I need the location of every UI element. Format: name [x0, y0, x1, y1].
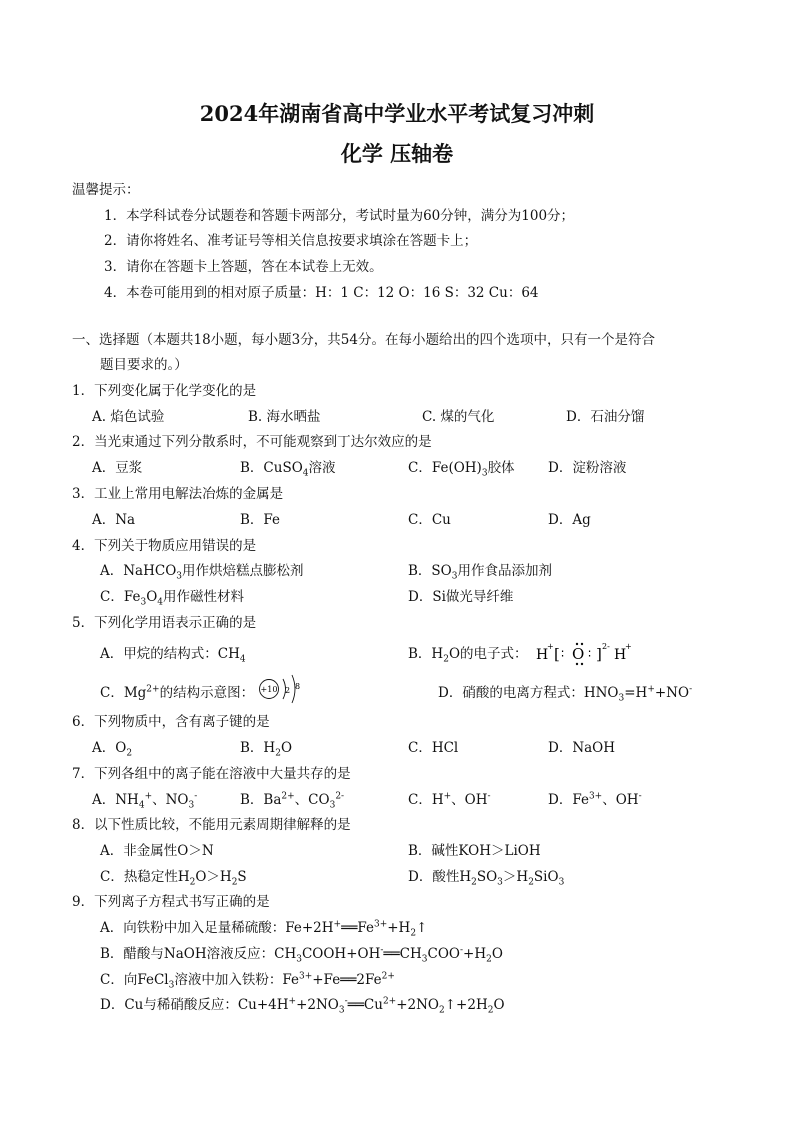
- q8-option-a: A．非金属性O＞N: [100, 843, 214, 859]
- formula-dots-right: ∶: [588, 647, 592, 661]
- q1-option-d: D．石油分馏: [566, 409, 645, 425]
- section-heading-cont: 题目要求的。）: [100, 357, 188, 373]
- question-9-stem: 9．下列离子方程式书写正确的是: [72, 894, 270, 910]
- nucleus-charge: +10: [260, 685, 278, 694]
- q5-option-b: B．$H_2O$的电子式：: [408, 646, 528, 665]
- tip-2: 2．请你将姓名、准考证号等相关信息按要求填涂在答题卡上；: [104, 233, 478, 249]
- formula-plus-right: +: [625, 642, 632, 651]
- question-2-stem: 2．当光束通过下列分散系时，不可能观察到丁达尔效应的是: [72, 434, 432, 450]
- question-7-stem: 7．下列各组中的离子能在溶液中大量共存的是: [72, 766, 351, 782]
- q1-option-c: C. 煤的气化: [422, 409, 495, 425]
- formula-bracket-right: ]: [596, 645, 602, 663]
- q6-option-a: A．$O_2$: [92, 740, 133, 759]
- q9-option-d: D．Cu与稀硝酸反应：$Cu+4H^++2NO_3^-══Cu^{2+}+2NO_2↑+2H_2O$: [100, 996, 505, 1016]
- q7-option-d: D．$Fe^{3+}$、OH-: [548, 791, 642, 808]
- section-heading: 一、选择题（本题共18小题，每小题3分，共54分。在每小题给出的四个选项中，只有一个是符合: [72, 332, 655, 348]
- q5-option-a: A．甲烷的结构式：$CH_4$: [100, 646, 246, 665]
- q4-option-a: A．NaHCO$_3$用作烘焙糕点膨松剂: [100, 563, 304, 582]
- formula-oxygen: O: [572, 645, 585, 663]
- shell-2-count: 8: [295, 682, 301, 691]
- q6-option-c: C．HCl: [408, 740, 459, 756]
- q8-option-d: D．酸性$H_2SO_3>H_2SiO_3$: [408, 869, 565, 888]
- q3-option-c: C．Cu: [408, 512, 451, 528]
- tip-1: 1．本学科试卷分试题卷和答题卡两部分，考试时量为60分钟，满分为100分；: [104, 208, 575, 224]
- tip-4: 4．本卷可能用到的相对原子质量：H：1 C：12 O：16 S：32 Cu：64: [104, 285, 539, 301]
- q5-option-c: C．$Mg^{2+}$的结构示意图：: [100, 684, 255, 701]
- question-4-stem: 4．下列关于物质应用错误的是: [72, 538, 257, 554]
- mg-ion-structure-diagram: [256, 670, 304, 706]
- question-6-stem: 6．下列物质中，含有离子键的是: [72, 714, 270, 730]
- tips-heading: 温馨提示：: [72, 182, 140, 198]
- q4-option-b: B．$SO_3$用作食品添加剂: [408, 563, 552, 582]
- q4-option-c: C．$Fe_3O_4$用作磁性材料: [100, 589, 244, 608]
- q3-option-d: D．Ag: [548, 512, 591, 528]
- q2-option-c: C．$Fe(OH)_3$胶体: [408, 460, 515, 479]
- formula-bracket-left: [: [554, 645, 560, 663]
- q3-option-a: A．Na: [92, 512, 136, 528]
- question-5-stem: 5．下列化学用语表示正确的是: [72, 615, 257, 631]
- q7-option-c: C．H+、OH-: [408, 791, 491, 808]
- q4-option-d: D．Si做光导纤维: [408, 589, 514, 605]
- q9-option-c: C．向FeCl$_3$溶液中加入铁粉：$Fe^{3+}+Fe══2Fe^{2+}$: [100, 971, 395, 991]
- q5-option-d: D．硝酸的电离方程式：$HNO_3=H^++NO^-$: [438, 684, 693, 704]
- formula-dots-left: ∶: [561, 647, 565, 661]
- q2-option-b: B．CuSO$_4$溶液: [240, 460, 336, 479]
- q8-option-b: B．碱性KOH＞LiOH: [408, 843, 541, 859]
- q7-option-a: A．$NH_4^+$、$NO_3^-$: [92, 791, 198, 811]
- water-electron-formula: [534, 637, 644, 669]
- question-1-stem: 1．下列变化属于化学变化的是: [72, 383, 257, 399]
- exam-subtitle: 化学 压轴卷: [340, 141, 454, 166]
- q9-option-b: B．醋酸与NaOH溶液反应：$CH_3COOH+OH^-══CH_3COO^-+H_2O$: [100, 945, 503, 965]
- q3-option-b: B．Fe: [240, 512, 281, 528]
- question-3-stem: 3．工业上常用电解法冶炼的金属是: [72, 486, 284, 502]
- q8-option-c: C．热稳定性$H_2O>H_2S$: [100, 869, 247, 888]
- question-8-stem: 8．以下性质比较，不能用元素周期律解释的是: [72, 817, 351, 833]
- exam-title: 2024年湖南省高中学业水平考试复习冲刺: [199, 101, 595, 126]
- q9-option-a: A．向铁粉中加入足量稀硫酸：$Fe+2H^+══Fe^{3+}+H_2↑$: [100, 919, 428, 939]
- formula-plus-left: +: [547, 642, 554, 651]
- q6-option-d: D．NaOH: [548, 740, 616, 756]
- formula-h-right: H: [614, 647, 627, 663]
- formula-h-left: H: [536, 647, 549, 663]
- q6-option-b: B．$H_2O$: [240, 740, 293, 759]
- shell-1-count: 2: [285, 686, 291, 695]
- q1-option-b: B. 海水晒盐: [248, 409, 321, 425]
- q7-option-b: B．$Ba^{2+}$、$CO_3^{2-}$: [240, 791, 345, 811]
- tip-3: 3．请你在答题卡上答题，答在本试卷上无效。: [104, 259, 383, 275]
- q2-option-a: A．豆浆: [92, 460, 143, 476]
- formula-charge: 2-: [602, 642, 610, 651]
- q1-option-a: A. 焰色试验: [92, 409, 165, 425]
- q2-option-d: D．淀粉溶液: [548, 460, 627, 476]
